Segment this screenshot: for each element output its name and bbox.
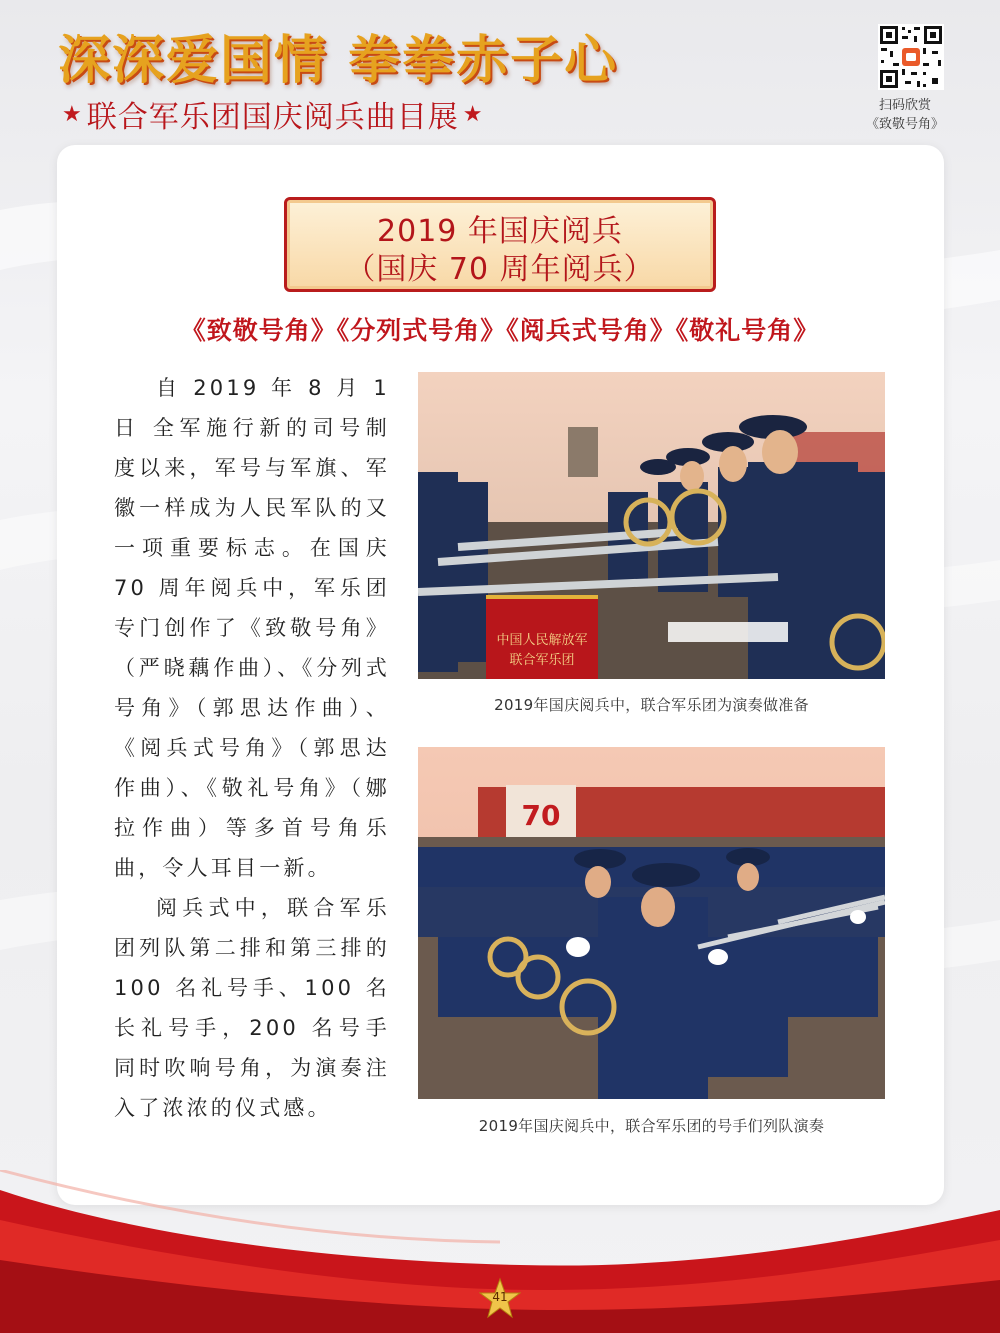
banner-subtitle: （国庆 70 周年阅兵） — [345, 252, 655, 287]
subtitle-text: 联合军乐团国庆阅兵曲目展 — [86, 100, 459, 135]
page-number: 41 — [492, 1290, 508, 1304]
qr-caption-line1: 扫码欣赏 — [878, 98, 931, 113]
paragraph: 自 2019 年 8 月 1 日 全军施行新的司号制度以来，军号与军旗、军徽一样成为人民军队的又一项重要标志。在国庆 70 周年阅兵中，军乐团专门创作了《致敬号角》（严晓藕作曲）、《分列式号角》（郭思达作曲）、《阅兵式号角》（郭思达作曲）、《敬礼号角》（娜拉作曲）等多首号角乐曲，令人耳目一新。 — [114, 376, 390, 880]
page-subtitle — [58, 92, 487, 136]
article-body — [114, 368, 390, 1128]
qr-caption-line2: 《致敬号角》 — [865, 117, 944, 132]
qr-code[interactable] — [878, 24, 944, 90]
banner-title: 2019 年国庆阅兵 — [377, 214, 623, 249]
page-main-title: 深深爱国情 拳拳赤子心 — [58, 31, 619, 91]
star-icon: ★ — [462, 101, 484, 127]
star-icon: ★ — [62, 101, 83, 127]
paragraph: 阅兵式中，联合军乐团列队第二排和第三排的 100 名礼号手、100 名长礼号手，200 名号手同时吹响号角，为演奏注入了浓浓的仪式感。 — [114, 896, 390, 1120]
photo-caption: 2019年国庆阅兵中，联合军乐团为演奏做准备 — [494, 696, 809, 714]
event-banner — [284, 197, 716, 292]
piece-titles: 《致敬号角》《分列式号角》《阅兵式号角》《敬礼号角》 — [180, 316, 820, 345]
qr-caption — [850, 96, 960, 134]
photo-caption: 2019年国庆阅兵中，联合军乐团的号手们列队演奏 — [478, 1117, 825, 1135]
banner-line1: 中国人民解放军 — [496, 633, 588, 648]
band-preparing-photo — [418, 372, 885, 679]
banner-line2: 联合军乐团 — [509, 653, 575, 668]
anniversary-badge: 70 — [521, 799, 561, 832]
band-performing-photo — [418, 747, 885, 1099]
